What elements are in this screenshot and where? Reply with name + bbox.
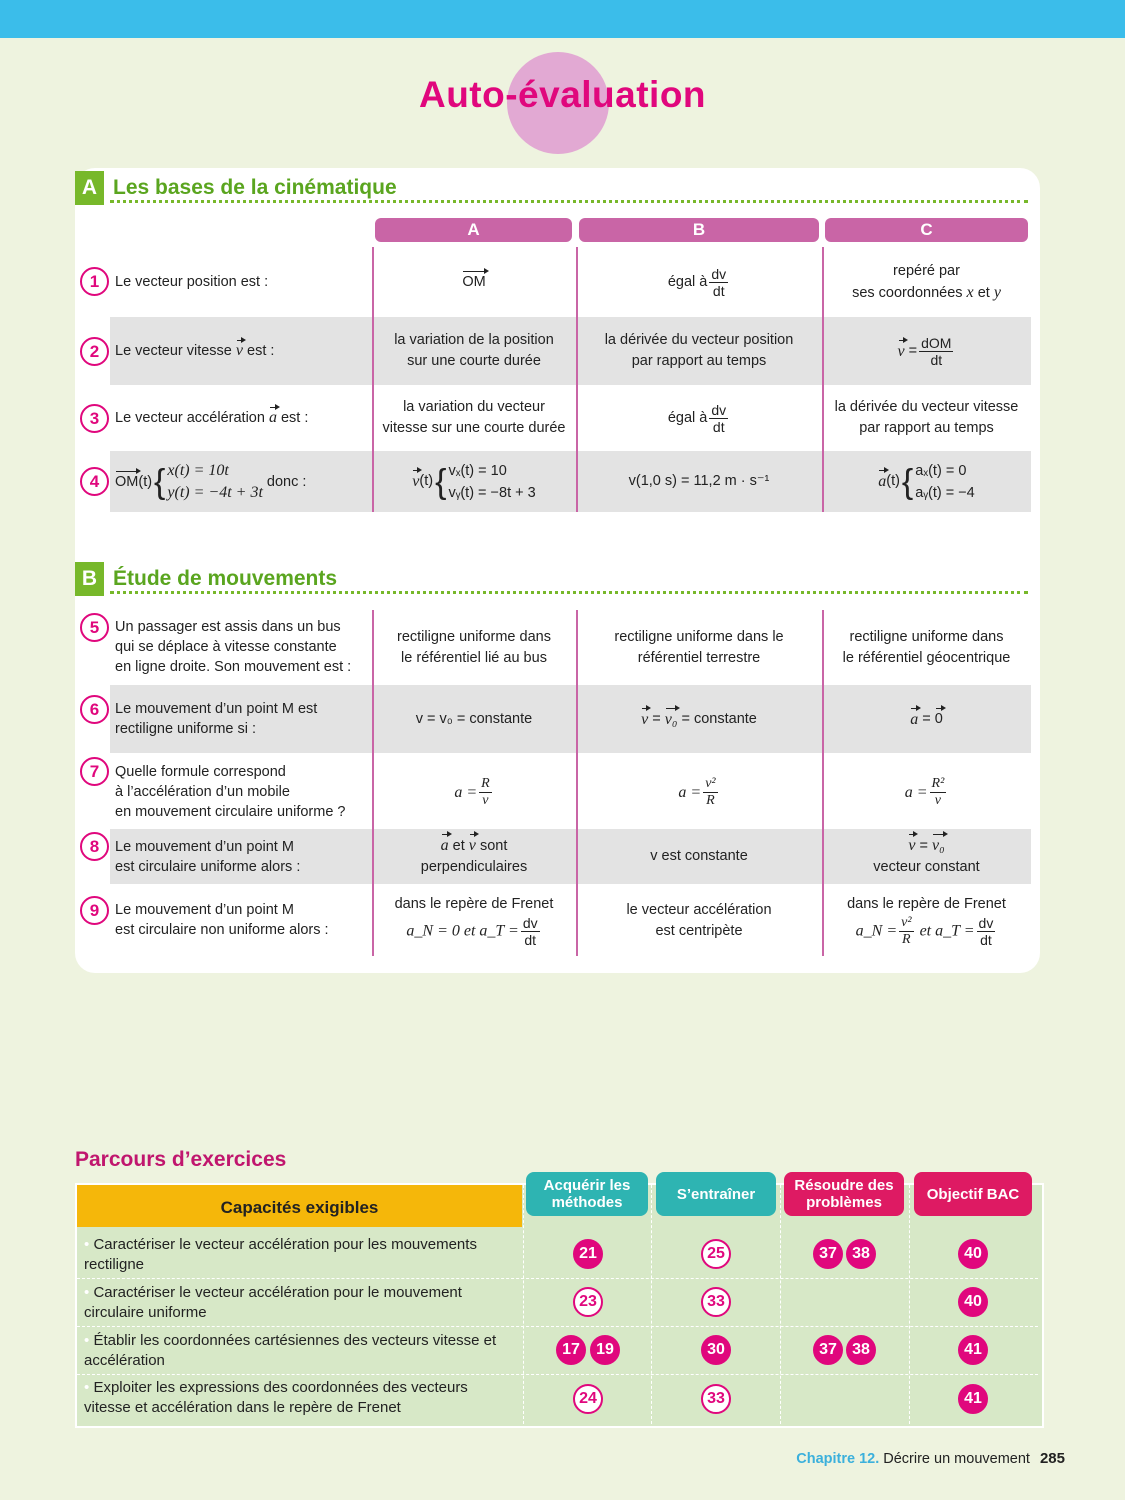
q4-answer-a[interactable]: v (t) { vₓ(t) = 10 vᵧ(t) = −8t + 3: [412, 462, 536, 501]
question-number-6: 6: [80, 695, 109, 724]
q7-answer-a[interactable]: a = $\frac{R}{v}$: [454, 775, 490, 808]
q2-answer-c[interactable]: v = $\frac{\text{dOM}}{dt}$: [897, 334, 952, 368]
q2-answer-b[interactable]: la dérivée du vecteur position par rapport au temps: [604, 332, 794, 369]
question-4-text: OM (t) { x(t) = 10t y(t) = −4t + 3t donc :: [115, 461, 307, 501]
exercise-link[interactable]: 21: [573, 1239, 603, 1269]
capacite-row-1: • Caractériser le vecteur accélération pour les mouvements rectiligne: [84, 1236, 477, 1273]
question-8-text: Le mouvement d’un point M est circulaire uniforme alors :: [115, 838, 301, 875]
section-a-divider: [110, 200, 1028, 203]
q7-answer-b[interactable]: a = $\frac{\text{v²}}{R}$: [678, 775, 716, 808]
q4-answer-b[interactable]: v(1,0 s) = 11,2 m · s⁻¹: [628, 473, 770, 489]
question-number-8: 8: [80, 832, 109, 861]
table-divider: [77, 1374, 1038, 1375]
question-6-text: Le mouvement d’un point M est rectiligne uniforme si :: [115, 701, 318, 737]
question-2-text: Le vecteur vitesse v est :: [115, 342, 275, 359]
q7-answer-c[interactable]: a = $\frac{\text{R²}}{v}$: [904, 775, 945, 808]
exercise-link[interactable]: 40: [958, 1239, 988, 1269]
column-header-c: C: [825, 218, 1028, 242]
title-block: [0, 48, 1125, 158]
exercise-link[interactable]: 23: [573, 1287, 603, 1317]
exercise-link[interactable]: 38: [846, 1239, 876, 1269]
exercise-link[interactable]: 19: [590, 1335, 620, 1365]
question-number-2: 2: [80, 337, 109, 366]
tab-objectif-bac[interactable]: Objectif BAC: [914, 1172, 1032, 1216]
footer-chapter: Chapitre 12.: [796, 1451, 880, 1467]
table-divider: [523, 1185, 524, 1424]
q4-answer-c[interactable]: a (t) { aₓ(t) = 0 aᵧ(t) = −4: [878, 462, 975, 501]
q6-answer-a[interactable]: v = v₀ = constante: [415, 710, 533, 727]
q1-answer-c[interactable]: repéré par ses coordonnées x et y: [852, 262, 1001, 301]
capacites-header: Capacités exigibles: [77, 1185, 522, 1227]
capacite-row-4: • Exploiter les expressions des coordonnées des vecteurs vitesse et accélération dans le repère de Frenet: [84, 1379, 468, 1416]
question-1-text: Le vecteur position est :: [115, 274, 269, 290]
exercise-link[interactable]: 33: [701, 1287, 731, 1317]
q8-answer-a[interactable]: a et v sont perpendiculaires: [420, 837, 528, 875]
question-number-7: 7: [80, 757, 109, 786]
section-b-title: Étude de mouvements: [113, 567, 338, 590]
question-number-9: 9: [80, 896, 109, 925]
page-title: Auto-évaluation: [418, 74, 707, 115]
q1-answer-b[interactable]: égal à $\frac{dv}{dt}$: [667, 265, 727, 299]
exercise-link[interactable]: 30: [701, 1335, 731, 1365]
question-number-1: 1: [80, 267, 109, 296]
q5-answer-b[interactable]: rectiligne uniforme dans le référentiel terrestre: [614, 629, 784, 666]
page-number: 285: [1039, 1450, 1065, 1467]
question-number-4: 4: [80, 467, 109, 496]
capacite-row-2: • Caractériser le vecteur accélération pour le mouvement circulaire uniforme: [84, 1284, 462, 1321]
table-divider: [780, 1185, 781, 1424]
question-7-text: Quelle formule correspond à l’accélération d’un mobile en mouvement circulaire uniforme ?: [115, 764, 346, 820]
table-divider: [909, 1185, 910, 1424]
q5-answer-c[interactable]: rectiligne uniforme dans le référentiel géocentrique: [842, 629, 1011, 666]
q3-answer-a[interactable]: la variation du vecteur vitesse sur une courte durée: [382, 399, 566, 436]
tab-acquerir-methodes[interactable]: Acquérir les méthodes: [526, 1172, 648, 1216]
section-b-badge: B: [75, 562, 104, 596]
q6-answer-b[interactable]: v = v₀ = constante: [641, 710, 757, 728]
q3-answer-b[interactable]: égal à $\frac{dv}{dt}$: [667, 401, 727, 435]
q6-answer-c[interactable]: a = 0: [910, 710, 943, 728]
exercise-link[interactable]: 37: [813, 1239, 843, 1269]
table-divider: [651, 1185, 652, 1424]
q1-answer-a[interactable]: OM: [374, 249, 574, 315]
exercise-link[interactable]: 38: [846, 1335, 876, 1365]
exercise-link[interactable]: 40: [958, 1287, 988, 1317]
tab-s-entrainer[interactable]: S’entraîner: [656, 1172, 776, 1216]
top-color-band: [0, 0, 1125, 38]
exercise-link[interactable]: 37: [813, 1335, 843, 1365]
page-footer: [796, 1450, 1065, 1467]
capacite-row-3: • Établir les coordonnées cartésiennes des vecteurs vitesse et accélération: [84, 1332, 497, 1369]
q2-answer-a[interactable]: la variation de la position sur une courte durée: [394, 332, 554, 369]
question-number-5: 5: [80, 613, 109, 642]
section-a-badge: A: [75, 171, 104, 205]
exercise-link[interactable]: 24: [573, 1384, 603, 1414]
question-3-text: Le vecteur accélération a est :: [115, 409, 309, 426]
column-header-a: A: [375, 218, 572, 242]
question-9-text: Le mouvement d’un point M est circulaire non uniforme alors :: [115, 902, 329, 938]
question-5-text: Un passager est assis dans un bus qui se déplace à vitesse constante en ligne droite. Son mouvement est :: [115, 619, 352, 675]
q5-answer-a[interactable]: rectiligne uniforme dans le référentiel lié au bus: [397, 629, 551, 666]
tab-resoudre-problemes[interactable]: Résoudre des problèmes: [784, 1172, 904, 1216]
exercise-link[interactable]: 25: [701, 1239, 731, 1269]
q9-answer-a[interactable]: dans le repère de Frenet a_N = 0 et a_T = $\frac{dv}{dt}$: [394, 896, 554, 948]
exercise-link[interactable]: 17: [556, 1335, 586, 1365]
q8-answer-b[interactable]: v est constante: [650, 848, 748, 864]
table-divider: [77, 1326, 1038, 1327]
table-divider: [77, 1278, 1038, 1279]
q8-answer-c[interactable]: v = v₀ vecteur constant: [873, 837, 980, 875]
exercise-link[interactable]: 41: [958, 1335, 988, 1365]
exercise-link[interactable]: 33: [701, 1384, 731, 1414]
footer-chapter-title: Décrire un mouvement: [883, 1451, 1030, 1467]
section-b-divider: [110, 591, 1028, 594]
column-header-b: B: [579, 218, 819, 242]
q9-answer-c[interactable]: dans le repère de Frenet a_N = $\frac{\text{v²}}{R}$ et a_T = $\frac{dv}{dt}$: [847, 896, 1006, 948]
question-number-3: 3: [80, 404, 109, 433]
q9-answer-b[interactable]: le vecteur accélération est centripète: [626, 902, 772, 939]
section-a-title: Les bases de la cinématique: [113, 176, 397, 199]
exercise-link[interactable]: 41: [958, 1384, 988, 1414]
parcours-title: Parcours d’exercices: [75, 1148, 287, 1171]
q3-answer-c[interactable]: la dérivée du vecteur vitesse par rapport au temps: [834, 399, 1019, 436]
